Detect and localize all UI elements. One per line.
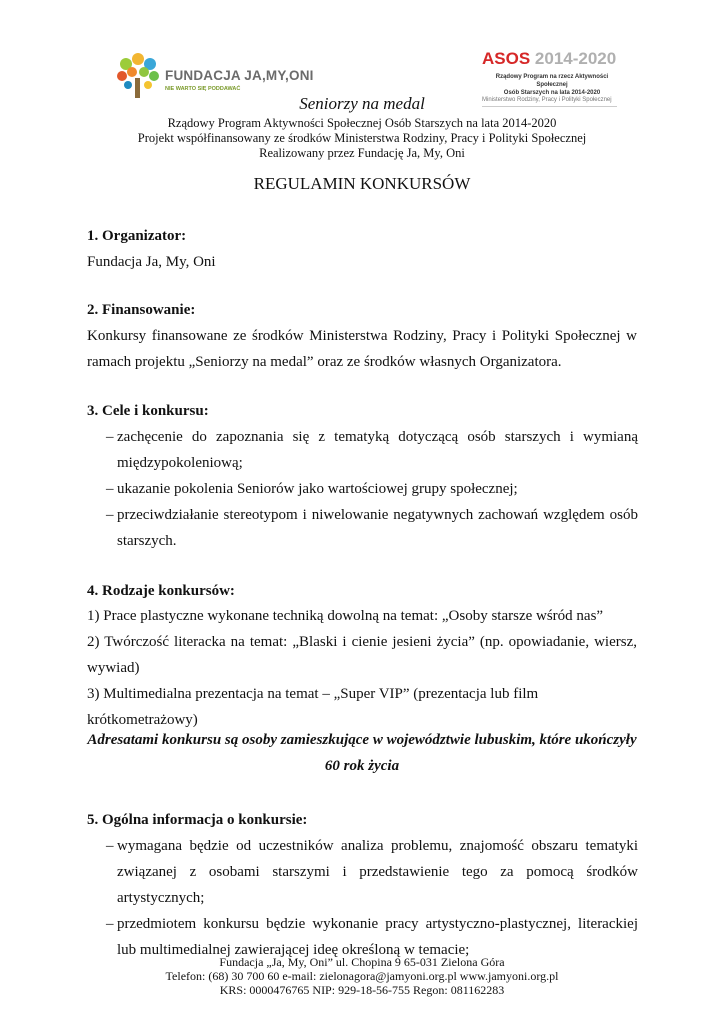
asos-logo-line2: Osób Starszych na lata 2014-2020 [503, 90, 601, 96]
addressees-line1: Adresatami konkursu są osoby zamieszkujące w województwie lubuskim, które ukończyły [87, 732, 637, 748]
asos-logo-acronym: ASOS [482, 49, 531, 68]
foundation-logo-tagline: NIE WARTO SIĘ PODDAWAĆ [165, 86, 241, 92]
footer-contact: Telefon: (68) 30 700 60 e-mail: zielonagora@jamyoni.org.pl www.jamyoni.org.pl [165, 969, 559, 983]
header-program-line: Rządowy Program Aktywności Społecznej Osób Starszych na lata 2014-2020 [167, 116, 557, 130]
list-item-text: ukazanie pokolenia Seniorów jako wartościowej grupy społecznej; [117, 481, 518, 497]
asos-logo-years: 2014-2020 [534, 49, 617, 68]
list-item [106, 502, 638, 554]
list-item-text [117, 833, 638, 911]
foundation-logo-name: FUNDACJA JA,MY,ONI [165, 68, 314, 83]
list-item-text [117, 424, 638, 476]
section-5-heading: 5. Ogólna informacja o konkursie: [87, 812, 308, 828]
bullet-dash: – [106, 507, 114, 523]
bullet-dash: – [106, 481, 114, 497]
footer-address: Fundacja „Ja, My, Oni” ul. Chopina 9 65-031 Zielona Góra [219, 955, 505, 969]
list-item-line: związanej z osobami starszymi i przedstawienie tego za pomocą środków [117, 864, 638, 880]
addressees-line2: 60 rok życia [324, 758, 400, 774]
project-title: Seniorzy na medal [299, 94, 425, 113]
list-item-line: przedmiotem konkursu będzie wykonanie pracy artystyczno-plastycznej, literackiej [117, 916, 638, 932]
list-item [106, 476, 638, 502]
list-item-text [117, 502, 638, 554]
list-item [106, 424, 638, 476]
section-4-heading: 4. Rodzaje konkursów: [87, 583, 235, 599]
section-2-text-line1: Konkursy finansowane ze środków Ministerstwa Rodziny, Pracy i Polityki Społecznej w [87, 328, 637, 344]
list-item-line: artystycznych; [117, 890, 205, 906]
header-cofinance-line: Projekt współfinansowany ze środków Ministerstwa Rodziny, Pracy i Polityki Społecznej [137, 131, 587, 145]
asos-logo-line1: Rządowy Program na rzecz Aktywności Społecznej [495, 74, 609, 88]
asos-logo [482, 49, 616, 69]
bullet-dash: – [106, 916, 114, 932]
list-item-line: lub multimedialnej zawierającej ideę określoną w temacie; [117, 942, 470, 958]
asos-logo-ministry: Ministerstwo Rodziny, Pracy i Polityki Społecznej [482, 97, 612, 103]
section-4-item-2-line1: 2) Twórczość literacka na temat: „Blaski i cienie jesieni życia” (np. opowiadanie, wiersz, [87, 634, 637, 650]
section-2-text-line2: ramach projektu „Seniorzy na medal” oraz ze środków własnych Organizatora. [87, 354, 562, 370]
list-item-line: starszych. [117, 533, 177, 549]
section-4-item-2-line2: wywiad) [87, 660, 140, 676]
bullet-dash: – [106, 429, 114, 445]
section-1-text: Fundacja Ja, My, Oni [87, 254, 216, 270]
list-item [106, 833, 638, 911]
list-item-line: zachęcenie do zapoznania się z tematyką dotyczącą osób starszych i wymianą [117, 429, 638, 445]
header-realized-line: Realizowany przez Fundację Ja, My, Oni [259, 146, 465, 160]
bullet-dash: – [106, 838, 114, 854]
section-2-heading: 2. Finansowanie: [87, 302, 196, 318]
list-item-line: międzypokoleniową; [117, 455, 243, 471]
section-3-heading: 3. Cele i konkursu: [87, 403, 209, 419]
footer-registry: KRS: 0000476765 NIP: 929-18-56-755 Regon: 081162283 [219, 983, 505, 997]
section-4-item-1: 1) Prace plastyczne wykonane techniką dowolną na temat: „Osoby starsze wśród nas” [87, 608, 604, 624]
section-4-item-3: 3) Multimedialna prezentacja na temat – „Super VIP” (prezentacja lub film krótkometrażowy) [87, 686, 539, 728]
list-item-line: przeciwdziałanie stereotypom i niwelowanie negatywnych zachowań względem osób [117, 507, 638, 523]
document-title: REGULAMIN KONKURSÓW [253, 174, 471, 193]
list-item-line: wymagana będzie od uczestników analiza problemu, znajomość obszaru tematyki [117, 838, 638, 854]
section-1-heading: 1. Organizator: [87, 228, 187, 244]
